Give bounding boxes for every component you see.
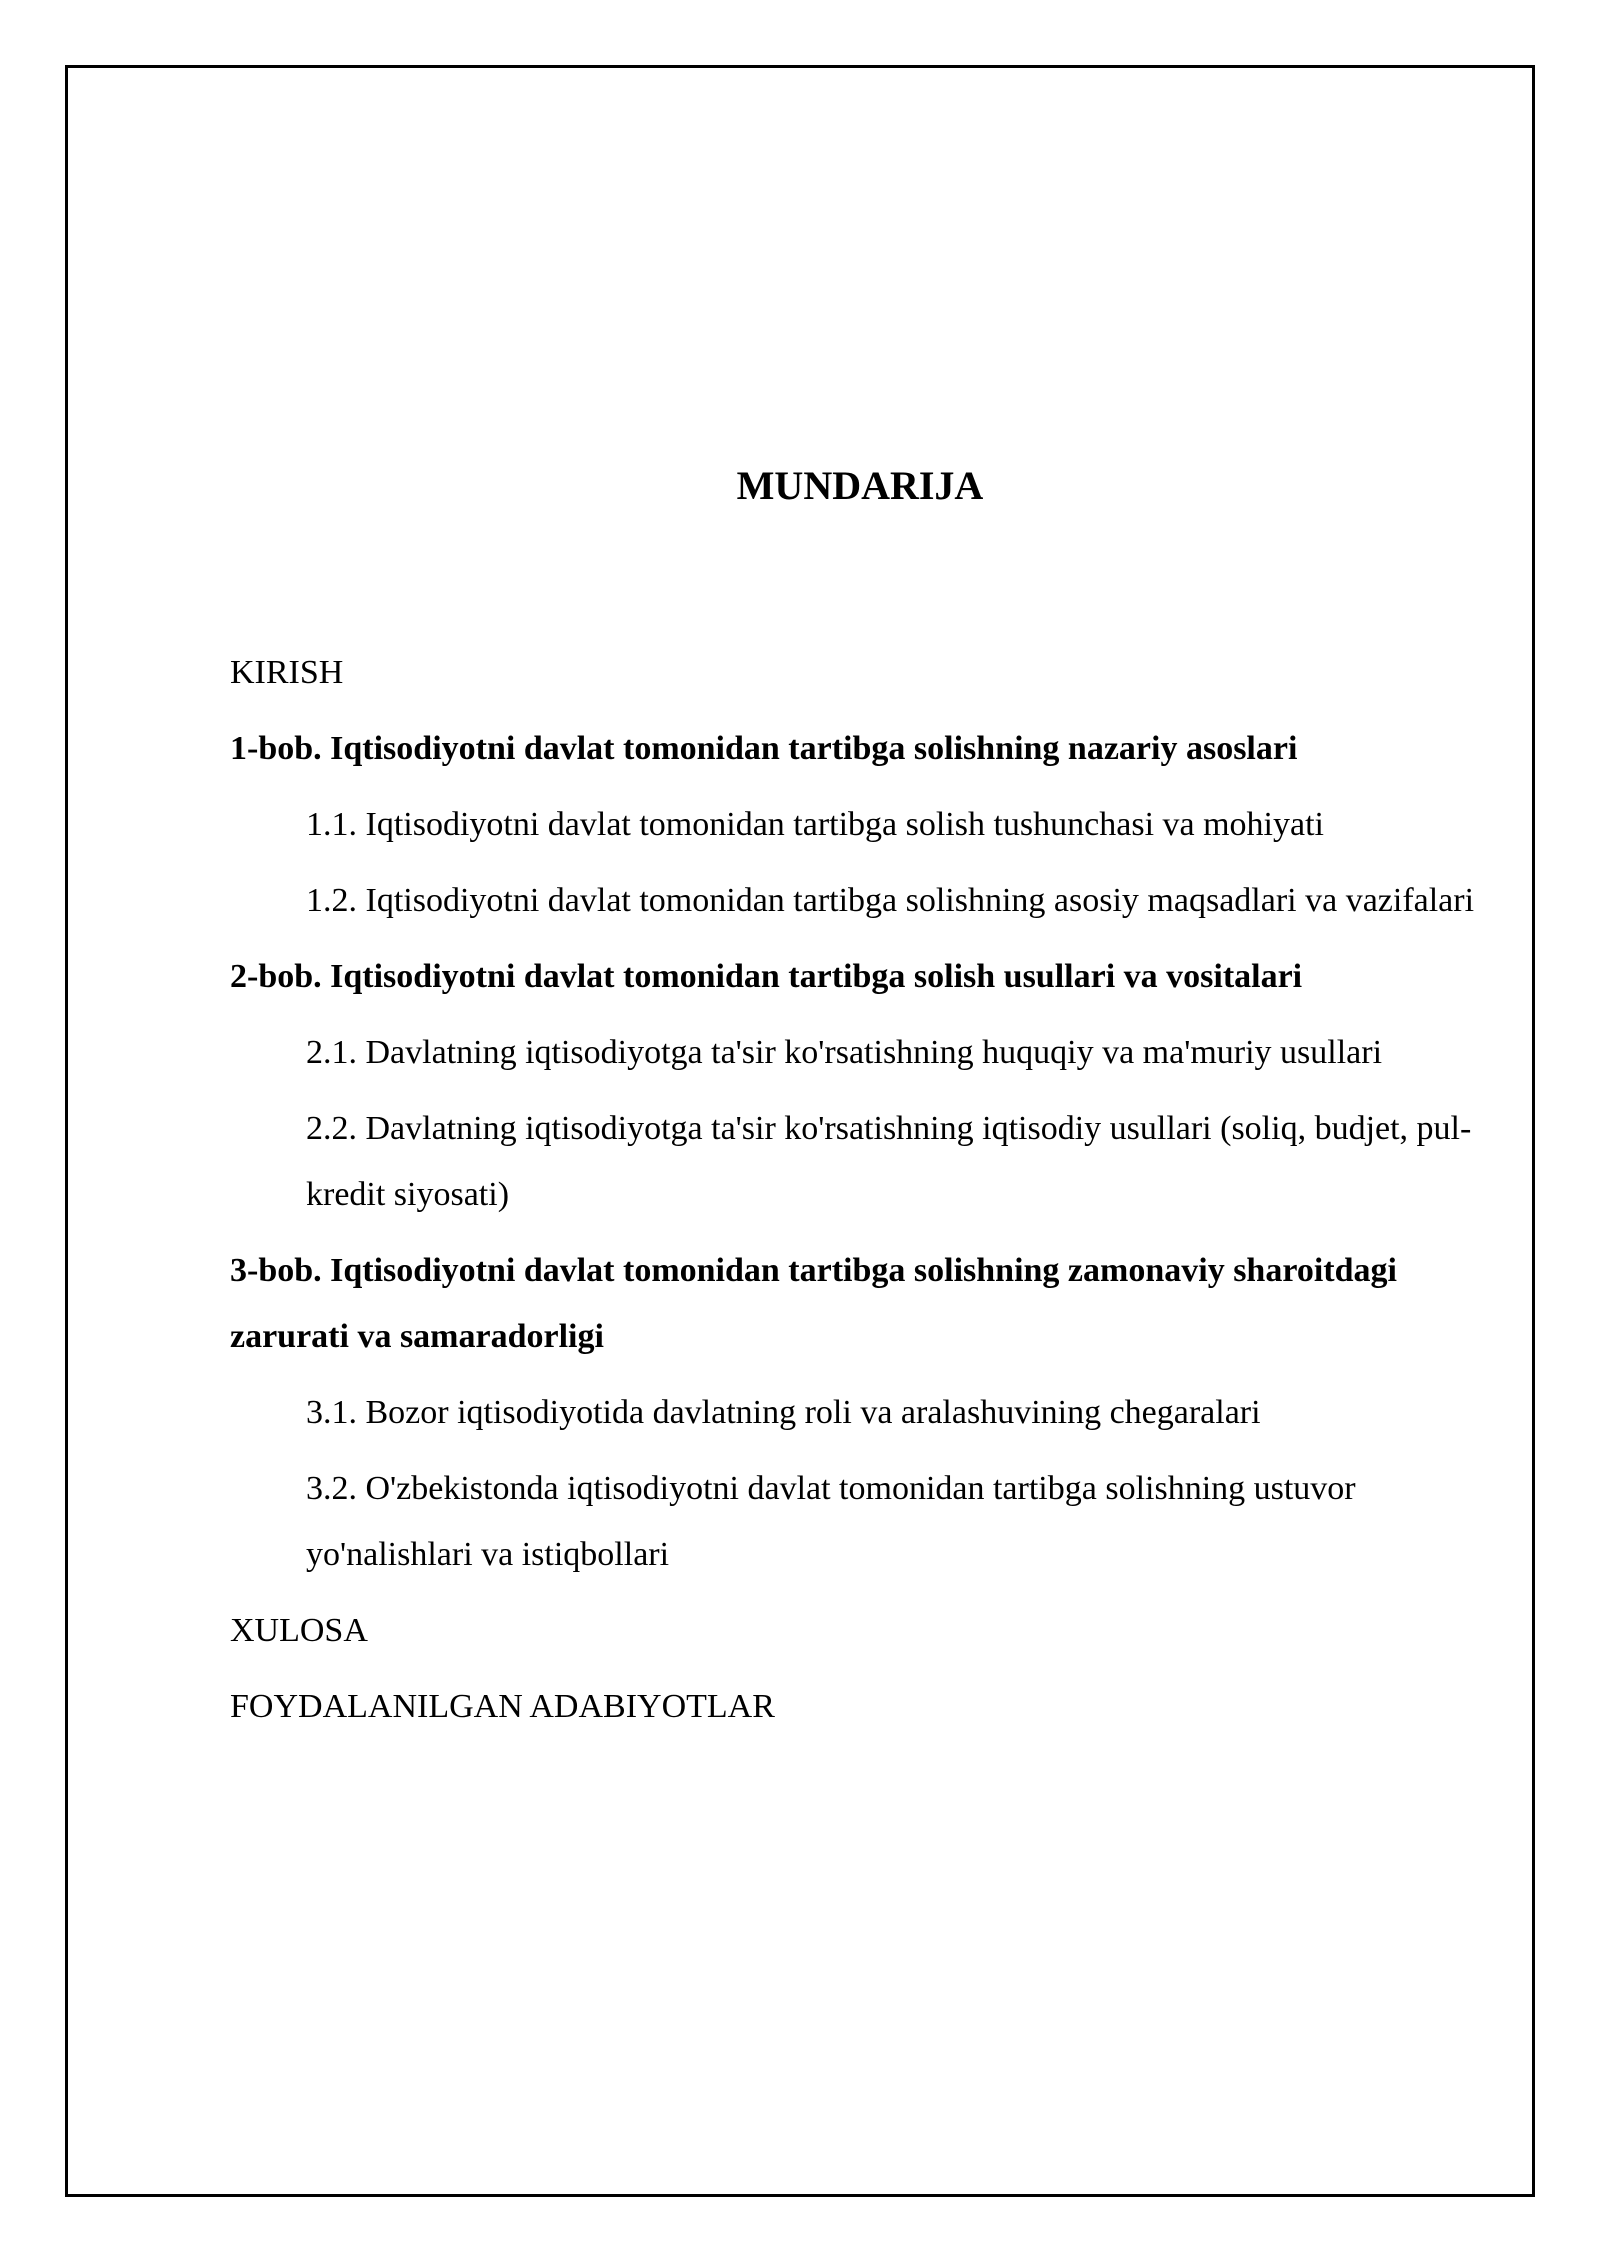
toc-chapter-3: 3-bob. Iqtisodiyotni davlat tomonidan tartibga solishning zamonaviy sharoitdagi zarurati va samaradorligi xyxy=(230,1252,1397,1355)
toc-section-1-1: 1.1. Iqtisodiyotni davlat tomonidan tartibga solish tushunchasi va mohiyati xyxy=(306,806,1324,843)
toc-chapter-1: 1-bob. Iqtisodiyotni davlat tomonidan tartibga solishning nazariy asoslari xyxy=(230,730,1298,767)
table-of-contents xyxy=(230,640,1480,1750)
toc-section-3-2: 3.2. O'zbekistonda iqtisodiyotni davlat tomonidan tartibga solishning ustuvor yo'nalishlari va istiqbollari xyxy=(306,1470,1356,1573)
toc-entry-introduction: KIRISH xyxy=(230,654,344,691)
toc-section-3-1: 3.1. Bozor iqtisodiyotida davlatning roli va aralashuvining chegaralari xyxy=(306,1394,1261,1431)
toc-entry-conclusion: XULOSA xyxy=(230,1612,368,1649)
toc-section-1-2: 1.2. Iqtisodiyotni davlat tomonidan tartibga solishning asosiy maqsadlari va vazifalari xyxy=(306,882,1475,919)
toc-chapter-2: 2-bob. Iqtisodiyotni davlat tomonidan tartibga solish usullari va vositalari xyxy=(230,958,1303,995)
toc-section-2-1: 2.1. Davlatning iqtisodiyotga ta'sir ko'rsatishning huquqiy va ma'muriy usullari xyxy=(306,1034,1383,1071)
toc-entry-references: FOYDALANILGAN ADABIYOTLAR xyxy=(230,1688,775,1725)
page-title: MUNDARIJA xyxy=(736,463,984,508)
toc-section-2-2: 2.2. Davlatning iqtisodiyotga ta'sir ko'rsatishning iqtisodiy usullari (soliq, budjet, pul-kredit siyosati) xyxy=(306,1110,1472,1213)
